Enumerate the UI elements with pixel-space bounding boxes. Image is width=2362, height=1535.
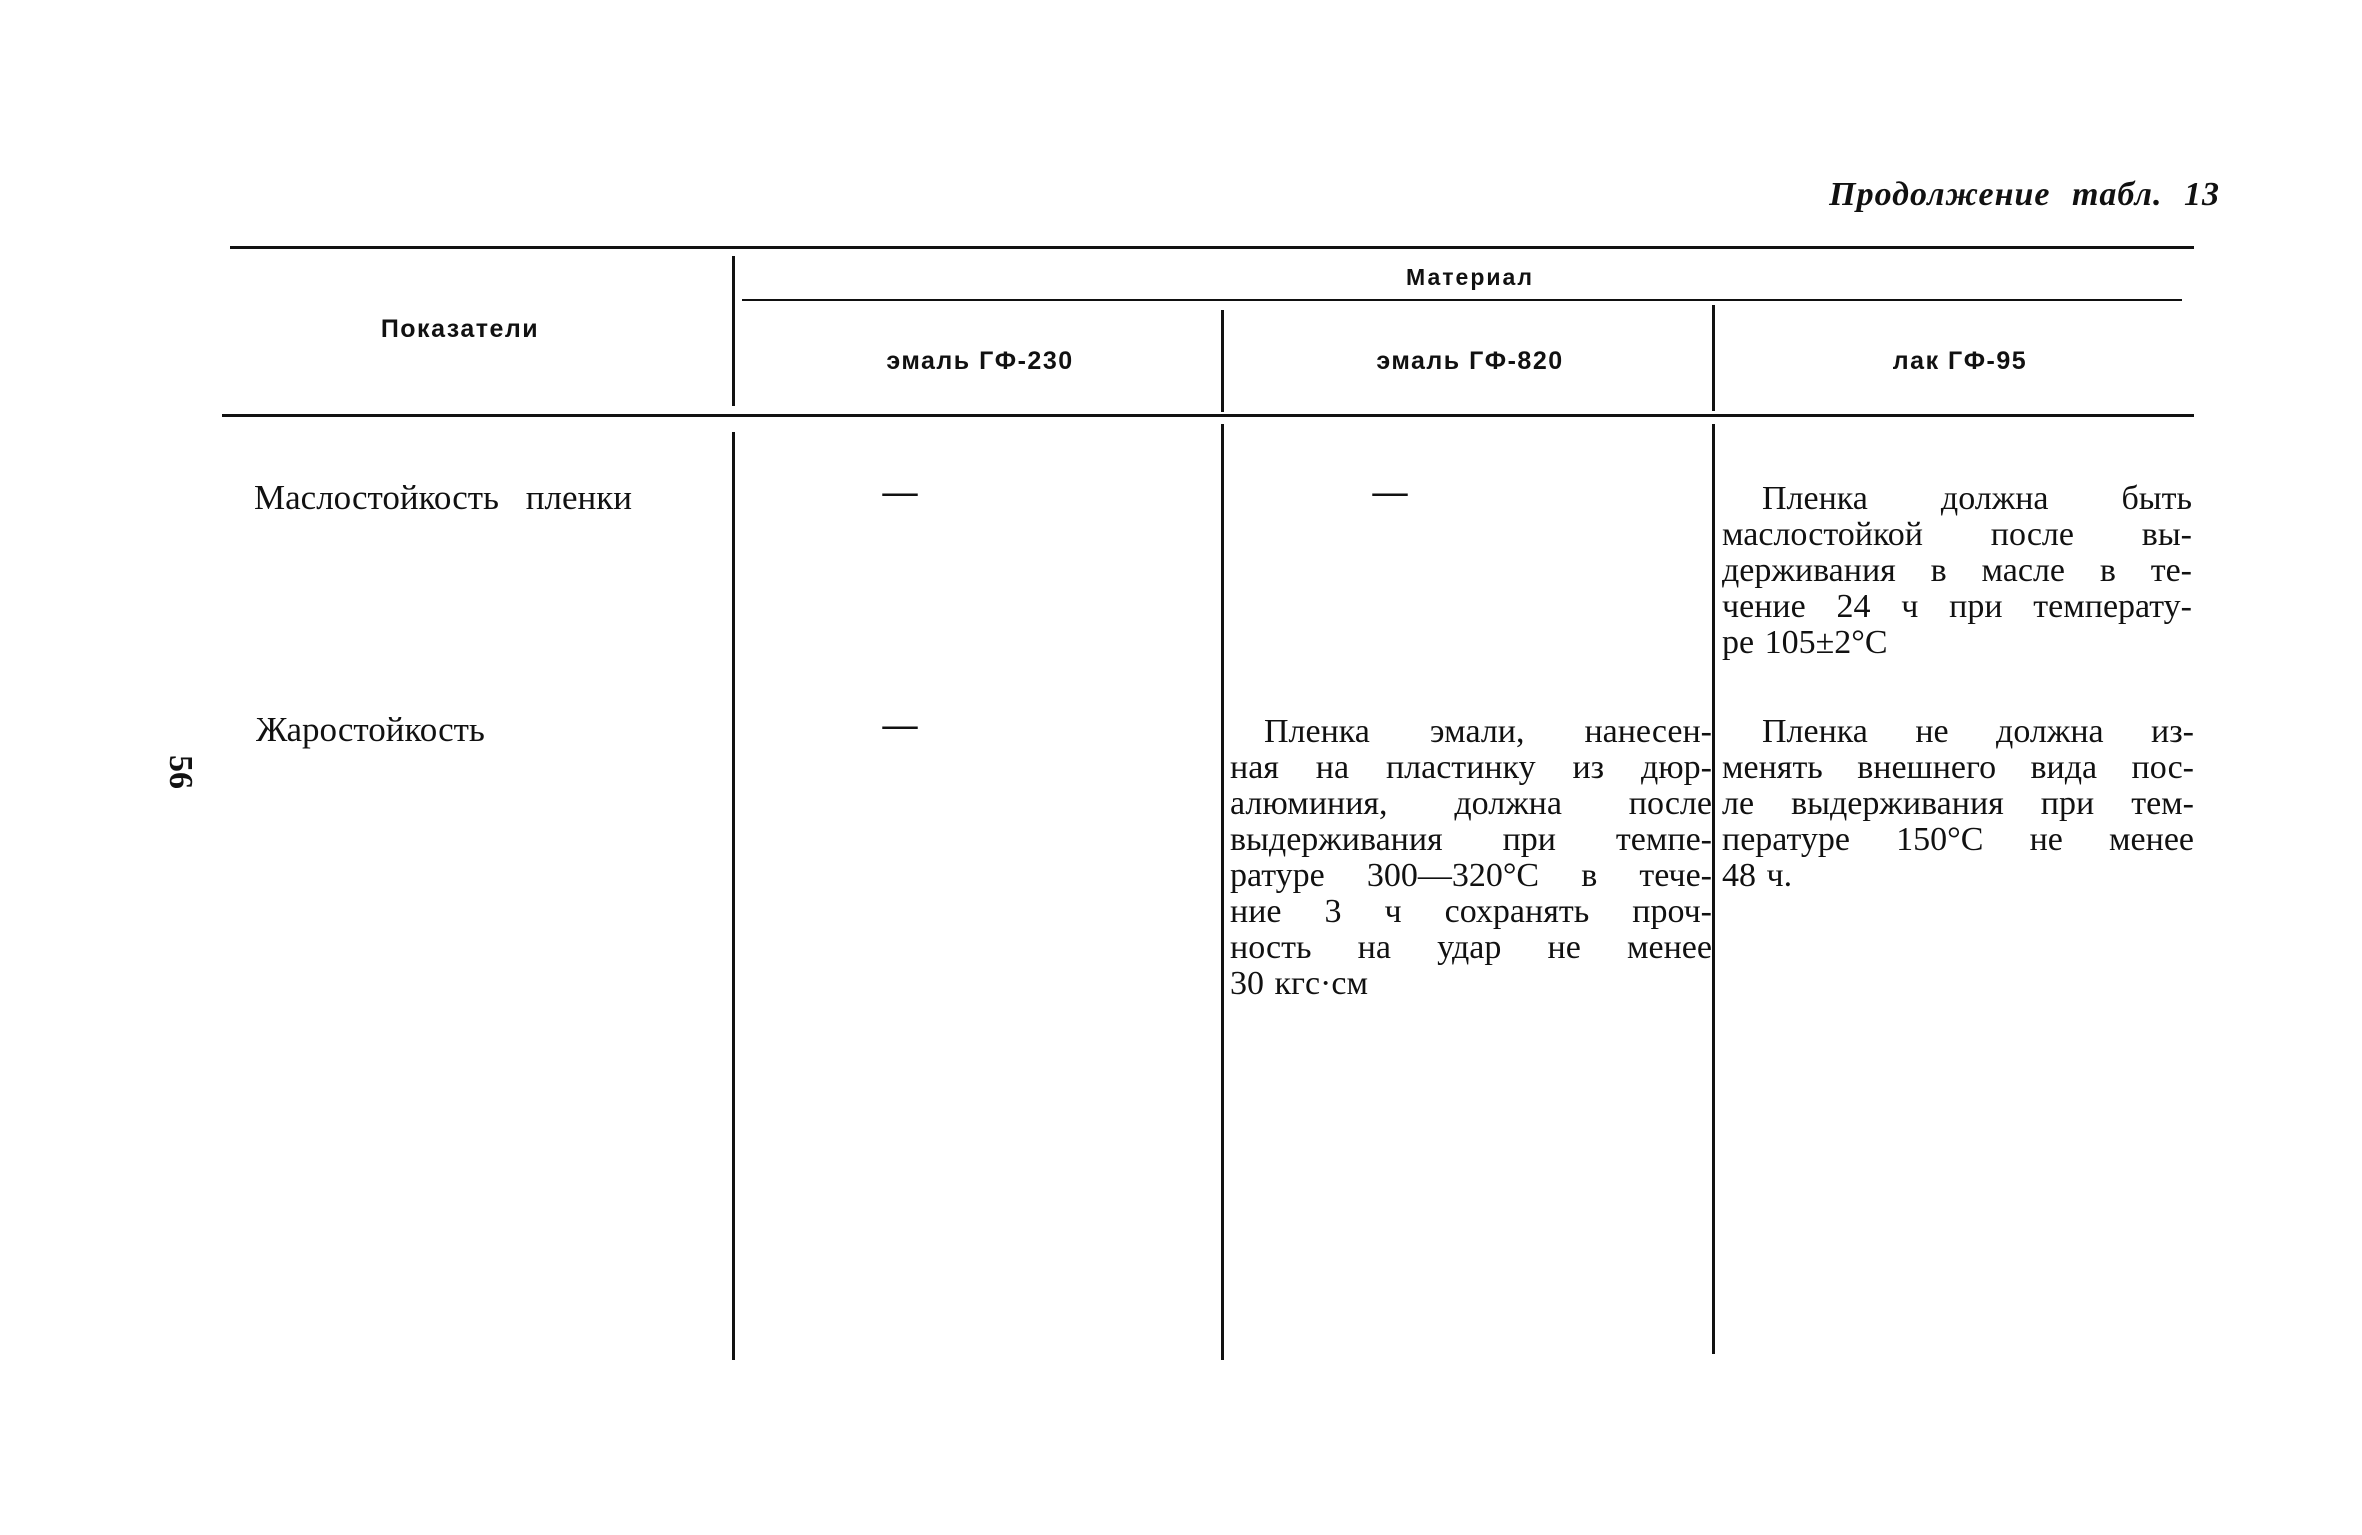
text-line: Пленка эмали, нанесен-	[1264, 713, 1712, 750]
body-divider-1	[732, 432, 735, 1360]
row1-gf95-value	[1722, 481, 2192, 661]
row-label-oil-resistance: Маслостойкость пленки	[254, 478, 632, 517]
text-line: держивания в масле в те-	[1722, 552, 2192, 589]
text-line: чение 24 ч при температу-	[1722, 588, 2192, 625]
text-line: ность на удар не менее	[1230, 929, 1712, 966]
body-divider-3	[1712, 424, 1715, 1354]
text-line: 30 кгс·см	[1230, 965, 1368, 1002]
text-line: Пленка не должна из-	[1762, 713, 2194, 750]
text-line: ре 105±2°С	[1722, 624, 1888, 661]
text-line: маслостойкой после вы-	[1722, 516, 2192, 553]
table-top-rule	[230, 246, 2194, 249]
text-line: 48 ч.	[1722, 857, 1793, 894]
row1-gf820-value: —	[1372, 472, 1408, 511]
header-divider-1	[732, 256, 735, 406]
page-number: 56	[162, 755, 199, 789]
header-divider-3	[1712, 305, 1715, 411]
text-line: менять внешнего вида пос-	[1722, 749, 2194, 786]
row1-gf230-value: —	[882, 472, 918, 511]
header-group-rule	[742, 299, 2182, 301]
text-line: пературе 150°С не менее	[1722, 821, 2194, 858]
header-material-group: Материал	[1406, 264, 1534, 290]
header-col-gf230: эмаль ГФ-230	[886, 347, 1074, 375]
text-line: Пленка должна быть	[1762, 480, 2192, 517]
row2-gf230-value: —	[882, 705, 918, 744]
header-bottom-rule	[222, 414, 2194, 417]
row2-gf95-value	[1722, 714, 2194, 894]
header-col-gf95: лак ГФ-95	[1892, 347, 2028, 375]
text-line: ная на пластинку из дюр-	[1230, 749, 1712, 786]
text-line: ратуре 300—320°С в тече-	[1230, 857, 1712, 894]
text-line: ле выдерживания при тем-	[1722, 785, 2194, 822]
body-divider-2	[1221, 424, 1224, 1360]
row-label-heat-resistance: Жаростойкость	[256, 710, 485, 749]
header-col-gf820: эмаль ГФ-820	[1376, 347, 1564, 375]
header-divider-2	[1221, 310, 1224, 412]
text-line: алюминия, должна после	[1230, 785, 1712, 822]
text-line: ние 3 ч сохранять проч-	[1230, 893, 1712, 930]
table-continuation-caption: Продолжение табл. 13	[1829, 176, 2220, 213]
row2-gf820-value	[1230, 714, 1712, 1002]
text-line: выдерживания при темпе-	[1230, 821, 1712, 858]
header-indicator: Показатели	[380, 315, 540, 343]
